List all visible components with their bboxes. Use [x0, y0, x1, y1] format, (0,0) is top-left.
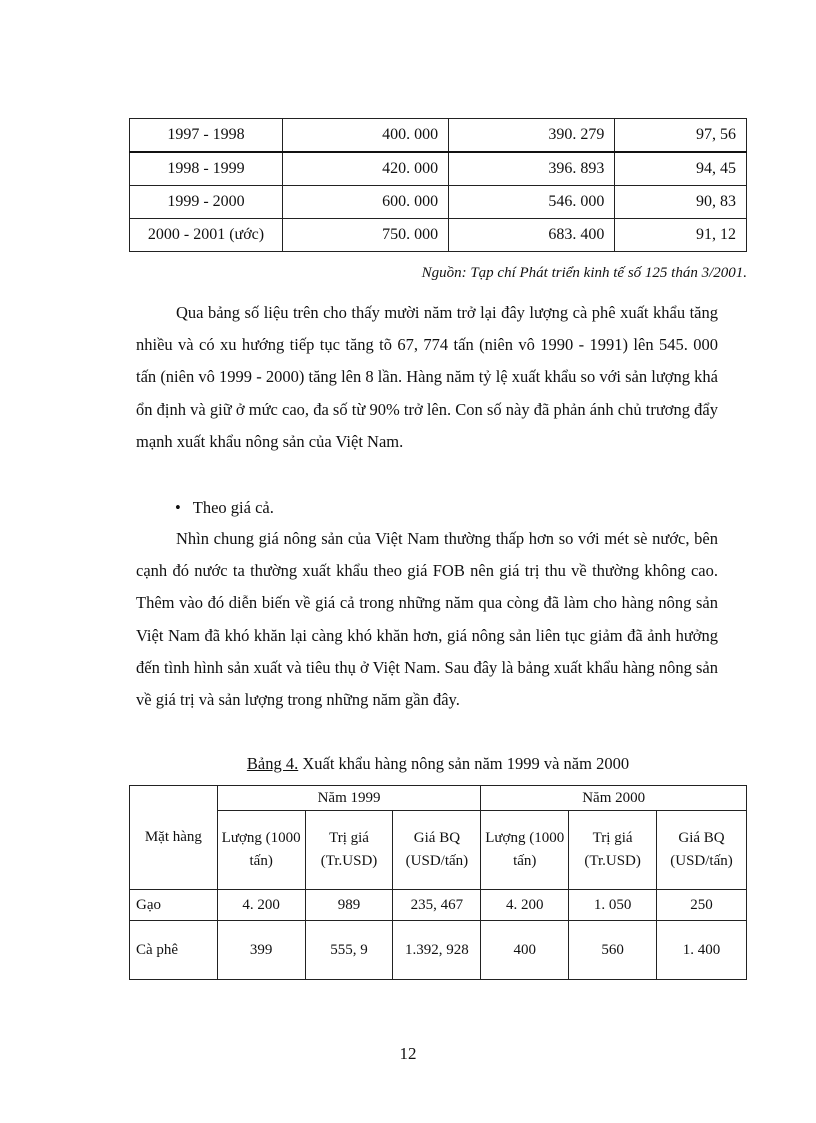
paragraph-prices: Nhìn chung giá nông sản của Việt Nam thường thấp hơn so với mét sè nước, bên cạnh đó nước ta thường xuất khẩu theo giá FOB nên giá trị thu về thường không cao. Thêm vào đó diễn biến về giá cả trong những năm qua còng đã làm cho hàng nông sản Việt Nam đã khó khăn lại càng khó khăn hơn, giá nông sản liên tục giảm đã ảnh hưởng đến tình hình sản xuất và tiêu thụ ở Việt Nam. Sau đây là bảng xuất khẩu hàng nông sản về giá trị và sản lượng trong những năm gần đây. — [136, 529, 718, 710]
percent-cell: 91, 12 — [615, 219, 747, 252]
plan-cell: 600. 000 — [283, 186, 449, 219]
value-cell: 1. 050 — [569, 890, 657, 921]
period-cell: 1999 - 2000 — [130, 186, 283, 219]
value-cell: 555, 9 — [305, 921, 393, 980]
table-subheader-row — [130, 811, 747, 890]
qty-cell: 399 — [217, 921, 305, 980]
source-note: Nguồn: Tạp chí Phát triển kinh tế số 125 thán 3/2001. — [421, 265, 747, 281]
table-row — [130, 219, 747, 252]
item-cell: Gạo — [130, 890, 218, 921]
year-1999-header: Năm 1999 — [217, 786, 481, 811]
qty-cell: 400 — [481, 921, 569, 980]
qty-header: Lượng (1000 tấn) — [481, 811, 569, 890]
bullet-icon: • — [175, 498, 181, 517]
percent-cell: 94, 45 — [615, 152, 747, 186]
table-row — [130, 890, 747, 921]
price-header: Giá BQ (USD/tấn) — [657, 811, 747, 890]
table-row — [130, 186, 747, 219]
plan-cell: 750. 000 — [283, 219, 449, 252]
price-cell: 235, 467 — [393, 890, 481, 921]
period-cell: 1997 - 1998 — [130, 119, 283, 153]
price-header: Giá BQ (USD/tấn) — [393, 811, 481, 890]
percent-cell: 90, 83 — [615, 186, 747, 219]
caption-label: Bảng 4. — [246, 754, 299, 773]
table-row — [130, 152, 747, 186]
value-cell: 560 — [569, 921, 657, 980]
table-header-row — [130, 786, 747, 811]
caption-text: Xuất khẩu hàng nông sản năm 1999 và năm 2000 — [298, 754, 630, 773]
bullet-item — [175, 493, 274, 523]
value-header: Trị giá (Tr.USD) — [569, 811, 657, 890]
period-cell: 1998 - 1999 — [130, 152, 283, 186]
price-cell: 1. 400 — [657, 921, 747, 980]
agri-export-table — [129, 785, 747, 980]
page-number: 12 — [399, 1044, 417, 1063]
coffee-export-table — [129, 118, 747, 252]
value-header: Trị giá (Tr.USD) — [305, 811, 393, 890]
price-cell: 250 — [657, 890, 747, 921]
paragraph-export-volume: Qua bảng số liệu trên cho thấy mười năm trở lại đây lượng cà phê xuất khẩu tăng nhiều và có xu hướng tiếp tục tăng tõ 67, 774 tấn (niên vô 1990 - 1991) lên 545. 000 tấn (niên vô 1999 - 2000) tăng lên 8 lần. Hàng năm tỷ lệ xuất khẩu so với sản lượng khá ổn định và giữ ở mức cao, đa số từ 90% trở lên. Con số này đã phản ánh chủ trương đẩy mạnh xuất khẩu nông sản của Việt Nam. — [136, 303, 718, 451]
price-cell: 1.392, 928 — [393, 921, 481, 980]
year-2000-header: Năm 2000 — [481, 786, 747, 811]
table-row — [130, 921, 747, 980]
item-header: Mặt hàng — [130, 786, 218, 890]
plan-cell: 400. 000 — [283, 119, 449, 153]
percent-cell: 97, 56 — [615, 119, 747, 153]
table-row — [130, 119, 747, 153]
item-cell: Cà phê — [130, 921, 218, 980]
qty-cell: 4. 200 — [217, 890, 305, 921]
qty-cell: 4. 200 — [481, 890, 569, 921]
plan-cell: 420. 000 — [283, 152, 449, 186]
actual-cell: 390. 279 — [449, 119, 615, 153]
actual-cell: 546. 000 — [449, 186, 615, 219]
value-cell: 989 — [305, 890, 393, 921]
period-cell: 2000 - 2001 (ước) — [130, 219, 283, 252]
qty-header: Lượng (1000 tấn) — [217, 811, 305, 890]
table-caption — [129, 754, 747, 774]
bullet-text: Theo giá cả. — [192, 498, 274, 517]
actual-cell: 683. 400 — [449, 219, 615, 252]
actual-cell: 396. 893 — [449, 152, 615, 186]
